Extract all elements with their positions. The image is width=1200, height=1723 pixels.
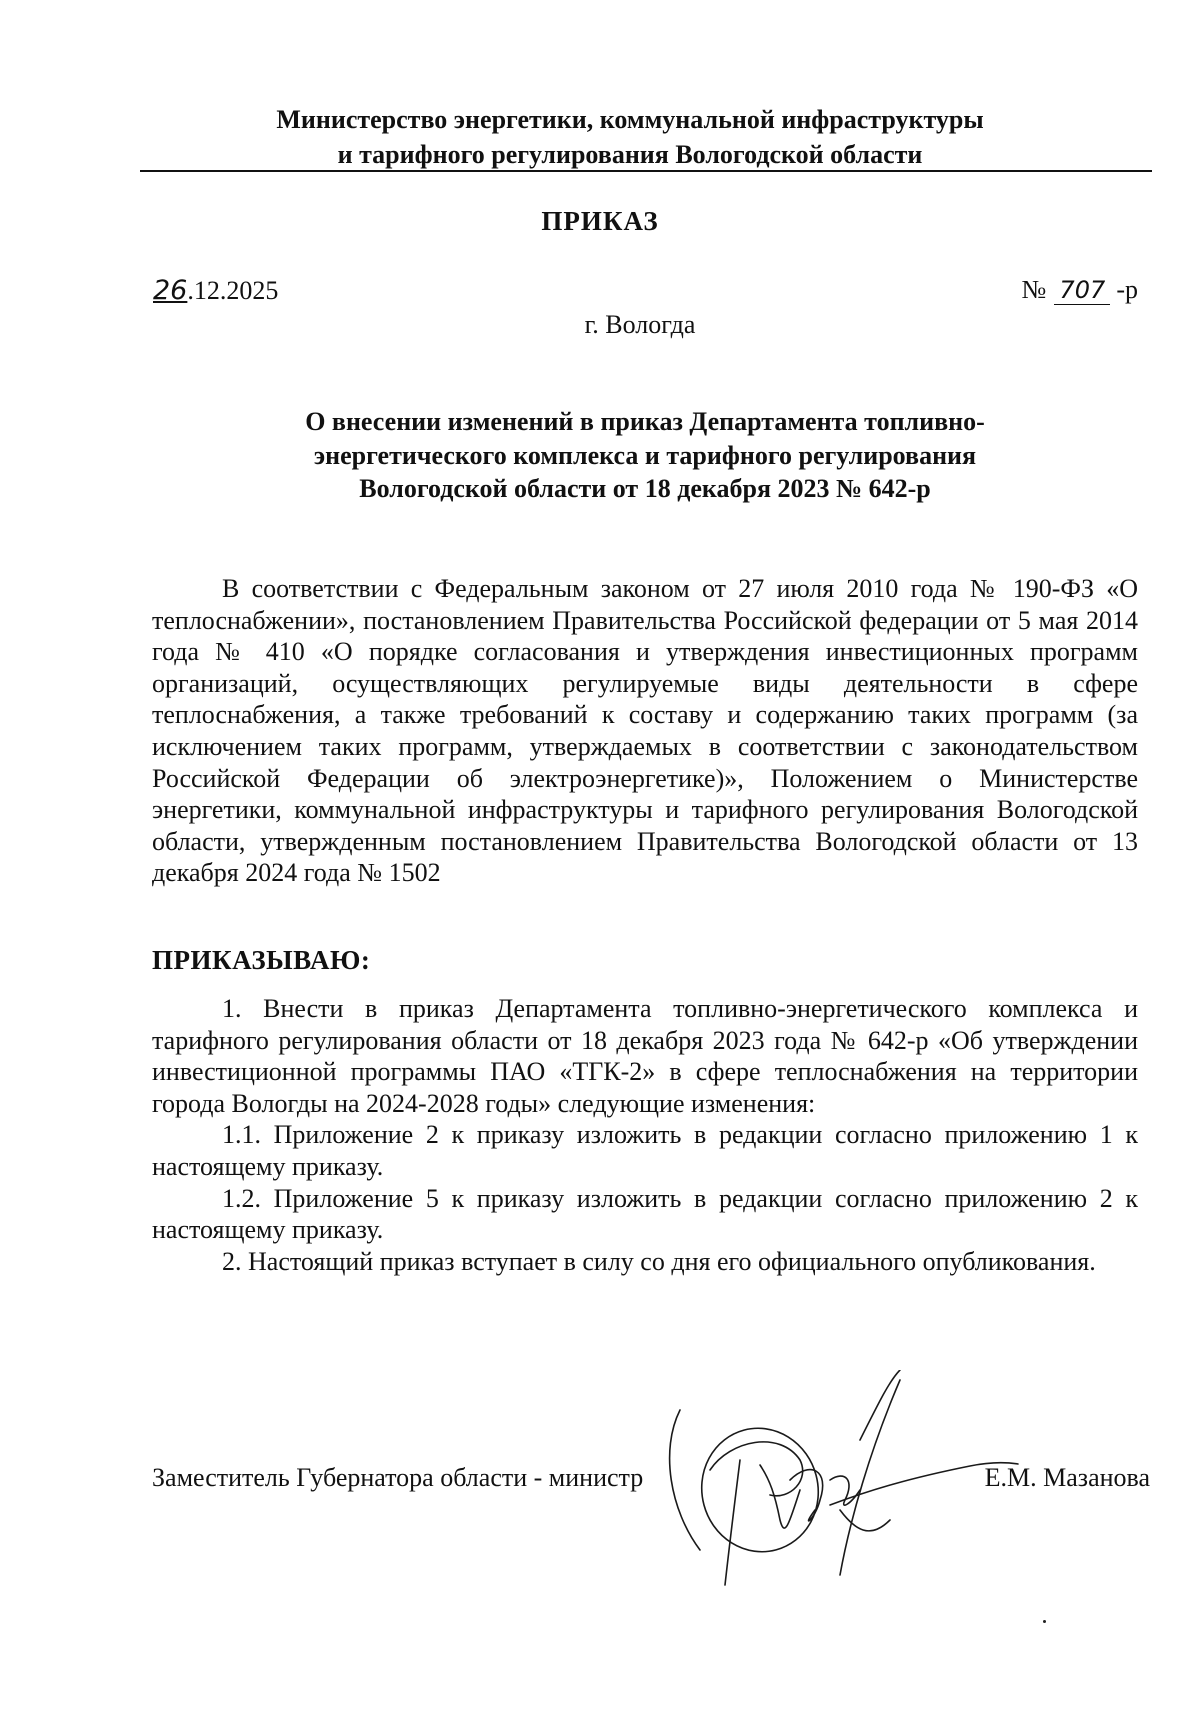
preamble-paragraph: В соответствии с Федеральным законом от 27 июля 2010 года № 190-ФЗ «О теплоснабжении», постановлением Правительства Российской федерации от 5 мая 2014 года № 410 «О порядке согласования и утверждения инвестиционных программ организаций, осуществляющих регулируемые виды деятельности в сфере теплоснабжения, а также требований к составу и содержанию таких программ (за исключением таких программ, утверждаемых в соответствии с законодательством Российской Федерации об электроэнергетике)», Положением о Министерстве энергетики, коммунальной инфраструктуры и тарифного регулирования Вологодской области, утвержденным постановлением Правительства Вологодской области от 13 декабря 2024 года № 1502 [152, 574, 1138, 888]
order-item-2: 2. Настоящий приказ вступает в силу со дня его официального опубликования. [222, 1246, 1096, 1276]
document-subject [230, 405, 1060, 506]
subject-line-2: энергетического комплекса и тарифного регулирования [313, 440, 977, 470]
document-number [1022, 275, 1138, 305]
handwritten-signature [640, 1370, 1020, 1650]
scan-speck [1043, 1620, 1046, 1623]
subject-line-1: О внесении изменений в приказ Департамента топливно- [305, 407, 985, 436]
date-day-handwritten: 26 [153, 275, 188, 306]
signatory-name: Е.М. Мазанова [984, 1463, 1150, 1492]
document-city: г. Вологда [584, 310, 696, 339]
preamble-block [152, 573, 1138, 889]
organization-line-1: Министерство энергетики, коммунальной инфраструктуры [276, 105, 984, 134]
signatory-role: Заместитель Губернатора области - министр [152, 1463, 644, 1492]
number-handwritten: 707 [1054, 276, 1110, 305]
number-prefix: № [1021, 275, 1047, 304]
order-item-1-1: 1.1. Приложение 2 к приказу изложить в редакции согласно приложению 1 к настоящему приказу. [152, 1120, 1138, 1181]
order-item-1: 1. Внести в приказ Департамента топливно-энергетического комплекса и тарифного регулирования области от 18 декабря 2023 года № 642-р «Об утверждении инвестиционной программы ПАО «ТГК-2» в сфере теплоснабжения на территории города Вологды на 2024-2028 годы» следующие изменения: [152, 994, 1138, 1118]
organization-line-2: и тарифного регулирования Вологодской области [337, 140, 923, 169]
organization-header [130, 102, 1130, 172]
order-item-1-2: 1.2. Приложение 5 к приказу изложить в редакции согласно приложению 2 к настоящему приказу. [152, 1183, 1138, 1245]
document-type-title: ПРИКАЗ [541, 206, 659, 236]
header-rule [140, 170, 1152, 172]
decree-word: ПРИКАЗЫВАЮ: [152, 945, 371, 975]
date-month-year: .12.2025 [187, 276, 279, 305]
number-suffix: -р [1116, 275, 1138, 304]
subject-line-3: Вологодской области от 18 декабря 2023 № 642-р [359, 474, 931, 503]
order-items [152, 993, 1138, 1277]
document-date [153, 275, 278, 306]
